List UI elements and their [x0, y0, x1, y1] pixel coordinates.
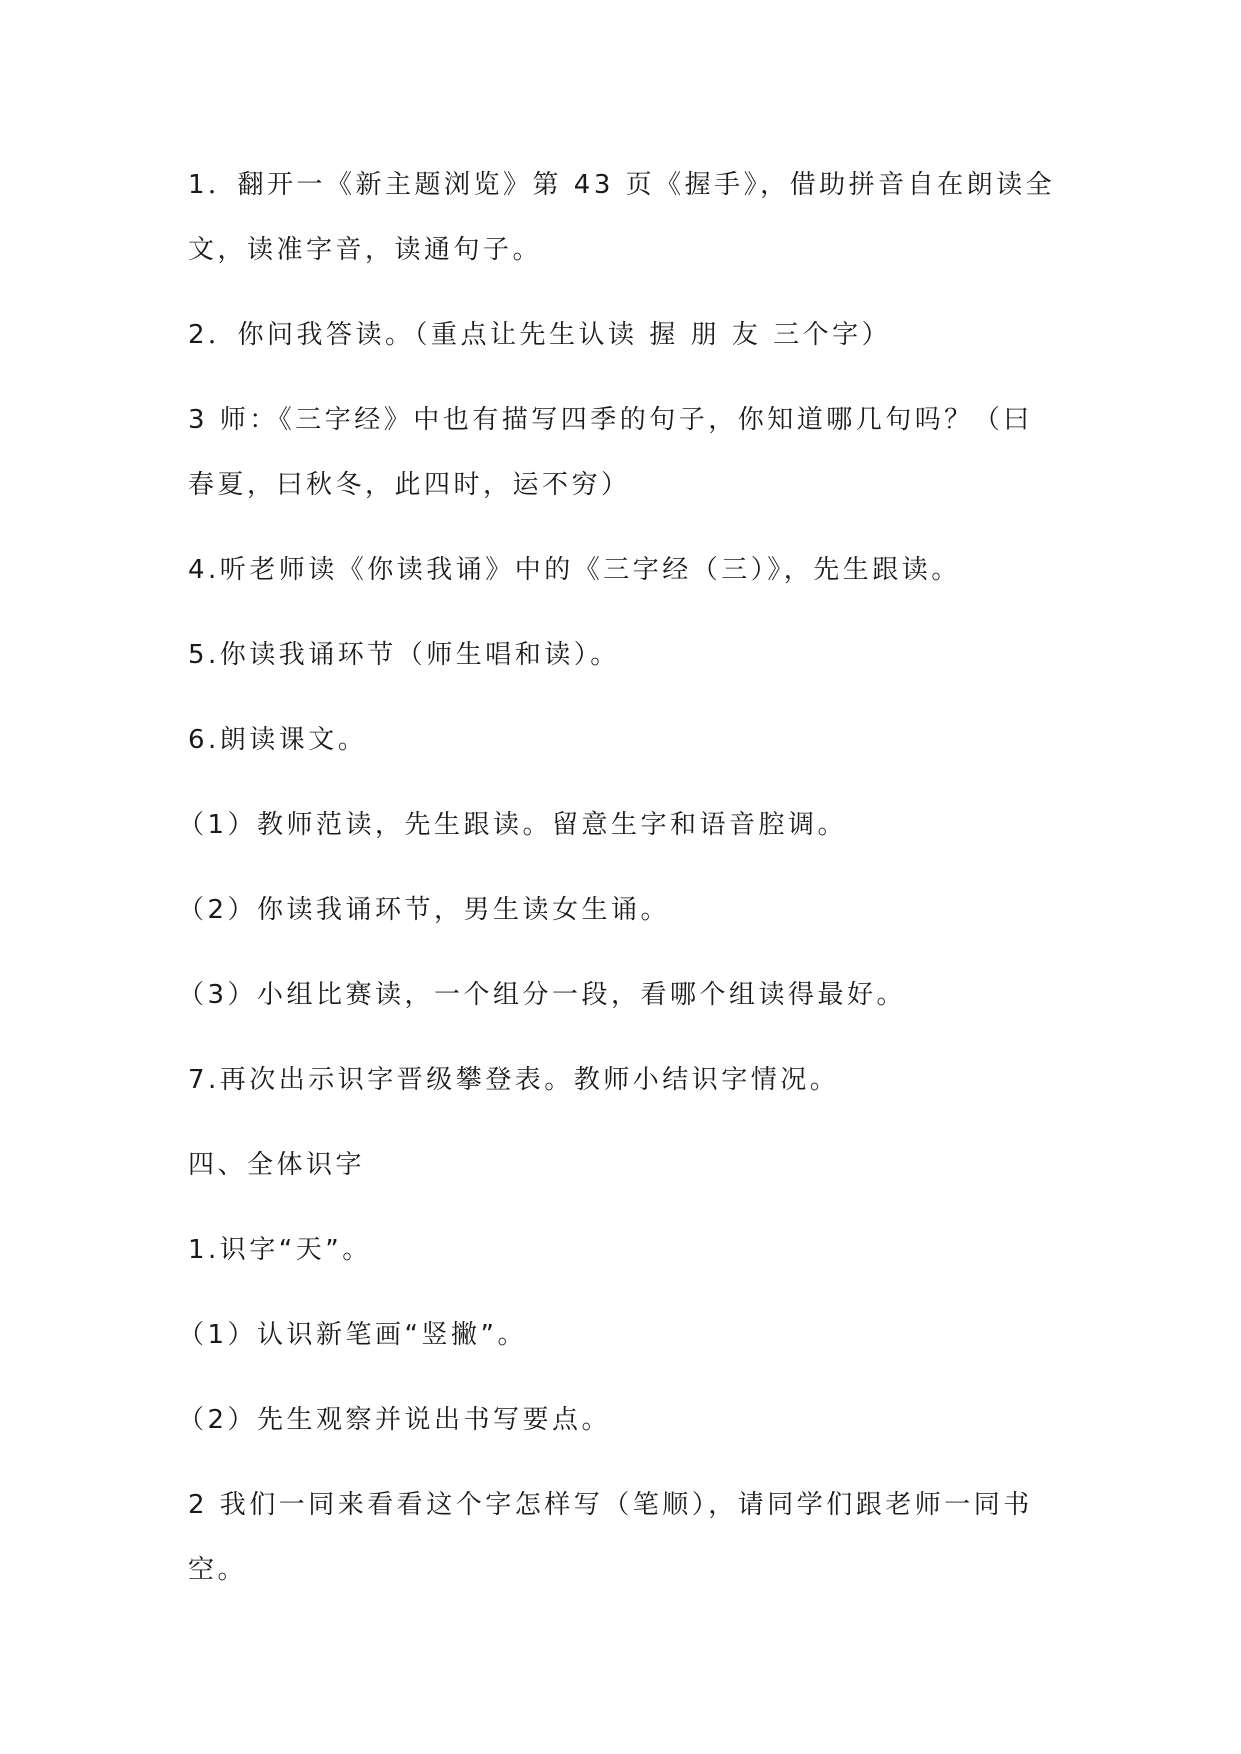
- section-step-1-sub-1: （1）认识新笔画“竖撇”。: [178, 1320, 527, 1350]
- step-6-sub-2: （2）你读我诵环节，男生读女生诵。: [178, 895, 671, 925]
- section-heading: 四、全体识字: [188, 1150, 366, 1180]
- step-1-paragraph: 1．翻开一《新主题浏览》第 43 页《握手》，借助拼音自在朗读全文，读准字音，读通句子。: [188, 170, 1056, 265]
- step-3-paragraph: 3 师：《三字经》中也有描写四季的句子，你知道哪几句吗？（曰春夏，曰秋冬，此四时，运不穷）: [188, 405, 1033, 500]
- section-step-2: 2 我们一同来看看这个字怎样写（笔顺），请同学们跟老师一同书空。: [188, 1490, 1033, 1585]
- section-step-1-sub-2: （2）先生观察并说出书写要点。: [178, 1405, 612, 1435]
- step-4-paragraph: 4.听老师读《你读我诵》中的《三字经（三）》，先生跟读。: [188, 555, 961, 585]
- section-step-1: 1.识字“天”。: [188, 1235, 372, 1265]
- step-5-paragraph: 5.你读我诵环节（师生唱和读）。: [188, 640, 620, 670]
- document-body: [178, 153, 1060, 1623]
- step-6-sub-1: （1）教师范读，先生跟读。留意生字和语音腔调。: [178, 810, 848, 840]
- step-6-paragraph: 6.朗读课文。: [188, 725, 368, 755]
- step-2-paragraph: 2．你问我答读。（重点让先生认读 握 朋 友 三个字）: [188, 320, 892, 350]
- step-6-sub-3: （3）小组比赛读，一个组分一段，看哪个组读得最好。: [178, 980, 907, 1010]
- step-7-paragraph: 7.再次出示识字晋级攀登表。教师小结识字情况。: [188, 1065, 840, 1095]
